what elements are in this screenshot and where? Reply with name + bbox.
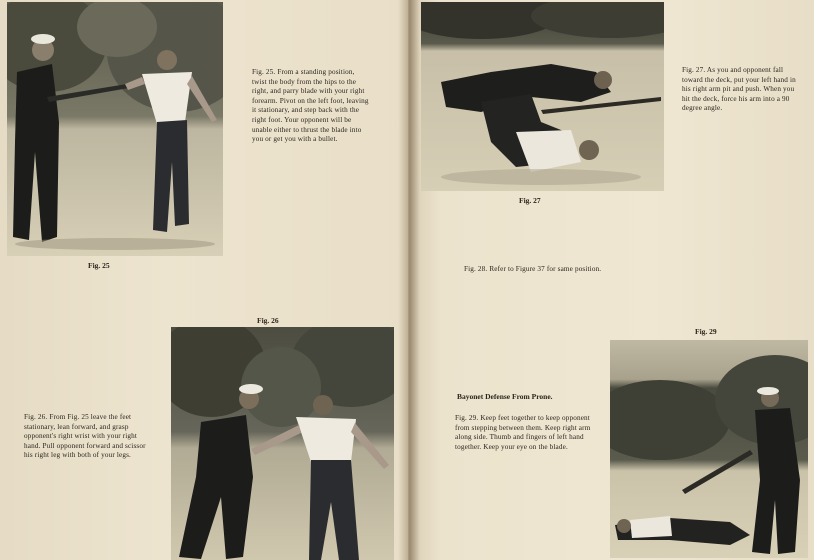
fig27-photo <box>421 2 664 191</box>
book-gutter <box>398 0 420 560</box>
fig27-label: Fig. 27 <box>519 196 541 205</box>
fig25-caption: Fig. 25. From a standing position, twist the body from the hips to the right, and parry blade with your right forearm. Pivot on the left foot, leaving it stationary, and step back with the right foot. Your opponent will be unable either to thrust the blade into you or get you with a bullet. <box>252 68 369 144</box>
fig26-label: Fig. 26 <box>257 316 279 325</box>
fig25-photo <box>7 2 223 256</box>
fig26-caption: Fig. 26. From Fig. 25 leave the feet stationary, lean forward, and grasp opponent's right wrist with your right hand. Pull opponent forward and scissor his right leg with both of your legs. <box>24 413 146 460</box>
fig25-label: Fig. 25 <box>88 261 110 270</box>
fig29-label: Fig. 29 <box>695 327 717 336</box>
fig27-caption: Fig. 27. As you and opponent fall toward the deck, put your left hand in his right arm pit and push. When you hit the deck, force his arm into a 90 degree angle. <box>682 66 796 113</box>
fig29-caption: Fig. 29. Keep feet together to keep opponent from stepping between them. Keep right arm along side. Thumb and fingers of left hand together. Keep your eye on the blade. <box>455 414 591 451</box>
fig26-photo <box>171 327 394 560</box>
fig29-heading: Bayonet Defense From Prone. <box>457 392 553 401</box>
fig28-caption: Fig. 28. Refer to Figure 37 for same position. <box>464 265 602 273</box>
fig29-photo <box>610 340 808 558</box>
